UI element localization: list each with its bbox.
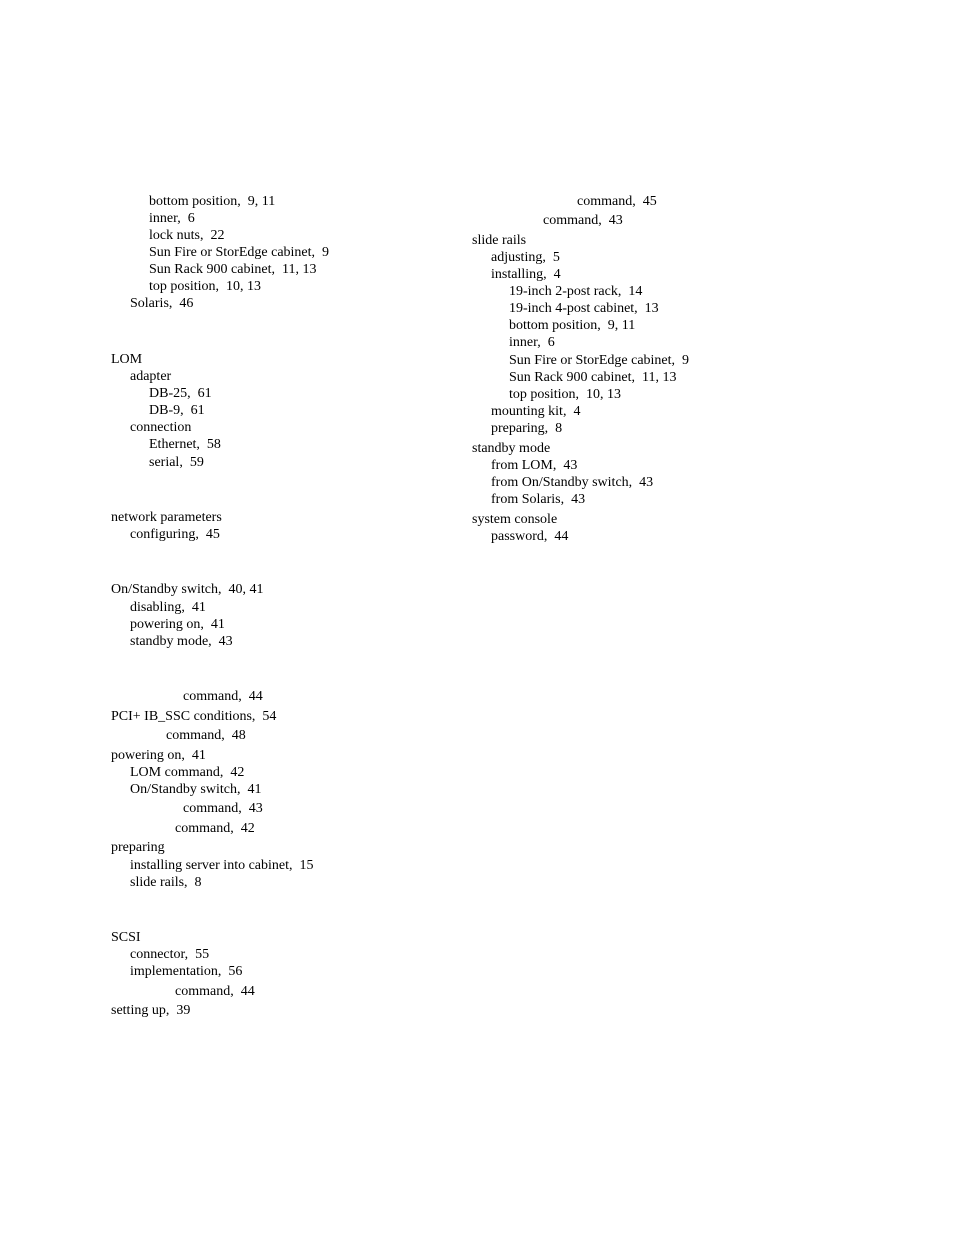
index-entry: preparing [111,840,165,855]
index-entry: DB-25, 61 [149,386,212,401]
index-entry: standby mode, 43 [130,634,233,649]
index-entry: preparing, 8 [491,421,563,436]
index-entry: slide rails, 8 [130,875,202,890]
index-entry: Sun Rack 900 cabinet, 11, 13 [149,262,317,277]
index-entry: inner, 6 [149,211,195,226]
index-entry: adapter [130,369,172,384]
index-entry: system console [472,512,558,527]
index-entry: powering on, 41 [130,617,225,632]
index-entry: command, 43 [543,213,623,228]
index-entry: serial, 59 [149,455,204,470]
index-entry: command, 45 [577,194,657,209]
index-entry: 19-inch 4-post cabinet, 13 [509,301,659,316]
index-entry: adjusting, 5 [491,250,560,265]
index-entry: command, 42 [175,821,255,836]
index-entry: DB-9, 61 [149,403,205,418]
index-entry: command, 43 [183,801,263,816]
index-entry: top position, 10, 13 [509,387,622,402]
index-entry: Ethernet, 58 [149,437,221,452]
index-entry: from Solaris, 43 [491,492,586,507]
index-entry: setting up, 39 [111,1003,191,1018]
index-entry: network parameters [111,510,222,525]
index-entry: bottom position, 9, 11 [149,194,276,209]
index-entry: command, 44 [183,689,263,704]
index-entry: configuring, 45 [130,527,220,542]
index-entry: Sun Fire or StorEdge cabinet, 9 [509,353,690,368]
index-entry: bottom position, 9, 11 [509,318,636,333]
index-entry: 19-inch 2-post rack, 14 [509,284,643,299]
index-entry: slide rails [472,233,527,248]
index-entry: LOM [111,352,143,367]
index-entry: installing server into cabinet, 15 [130,858,314,873]
index-entry: Solaris, 46 [130,296,194,311]
index-entry: Sun Rack 900 cabinet, 11, 13 [509,370,677,385]
index-entry: command, 48 [166,728,246,743]
index-entry: command, 44 [175,984,255,999]
index-entry: On/Standby switch, 40, 41 [111,582,264,597]
index-entry: connection [130,420,192,435]
index-entry: On/Standby switch, 41 [130,782,262,797]
index-entry: installing, 4 [491,267,561,282]
index-entry: PCI+ IB_SSC conditions, 54 [111,709,277,724]
index-entry: from On/Standby switch, 43 [491,475,654,490]
index-entry: disabling, 41 [130,600,206,615]
index-entry: Sun Fire or StorEdge cabinet, 9 [149,245,330,260]
index-entry: from LOM, 43 [491,458,578,473]
index-entry: implementation, 56 [130,964,243,979]
index-entry: powering on, 41 [111,748,206,763]
index-entry: connector, 55 [130,947,210,962]
index-entry: standby mode [472,441,551,456]
index-entry: top position, 10, 13 [149,279,262,294]
index-entry: inner, 6 [509,335,555,350]
index-entry: LOM command, 42 [130,765,245,780]
index-entry: password, 44 [491,529,569,544]
index-entry: lock nuts, 22 [149,228,225,243]
index-entry: SCSI [111,930,141,945]
index-entry: mounting kit, 4 [491,404,581,419]
